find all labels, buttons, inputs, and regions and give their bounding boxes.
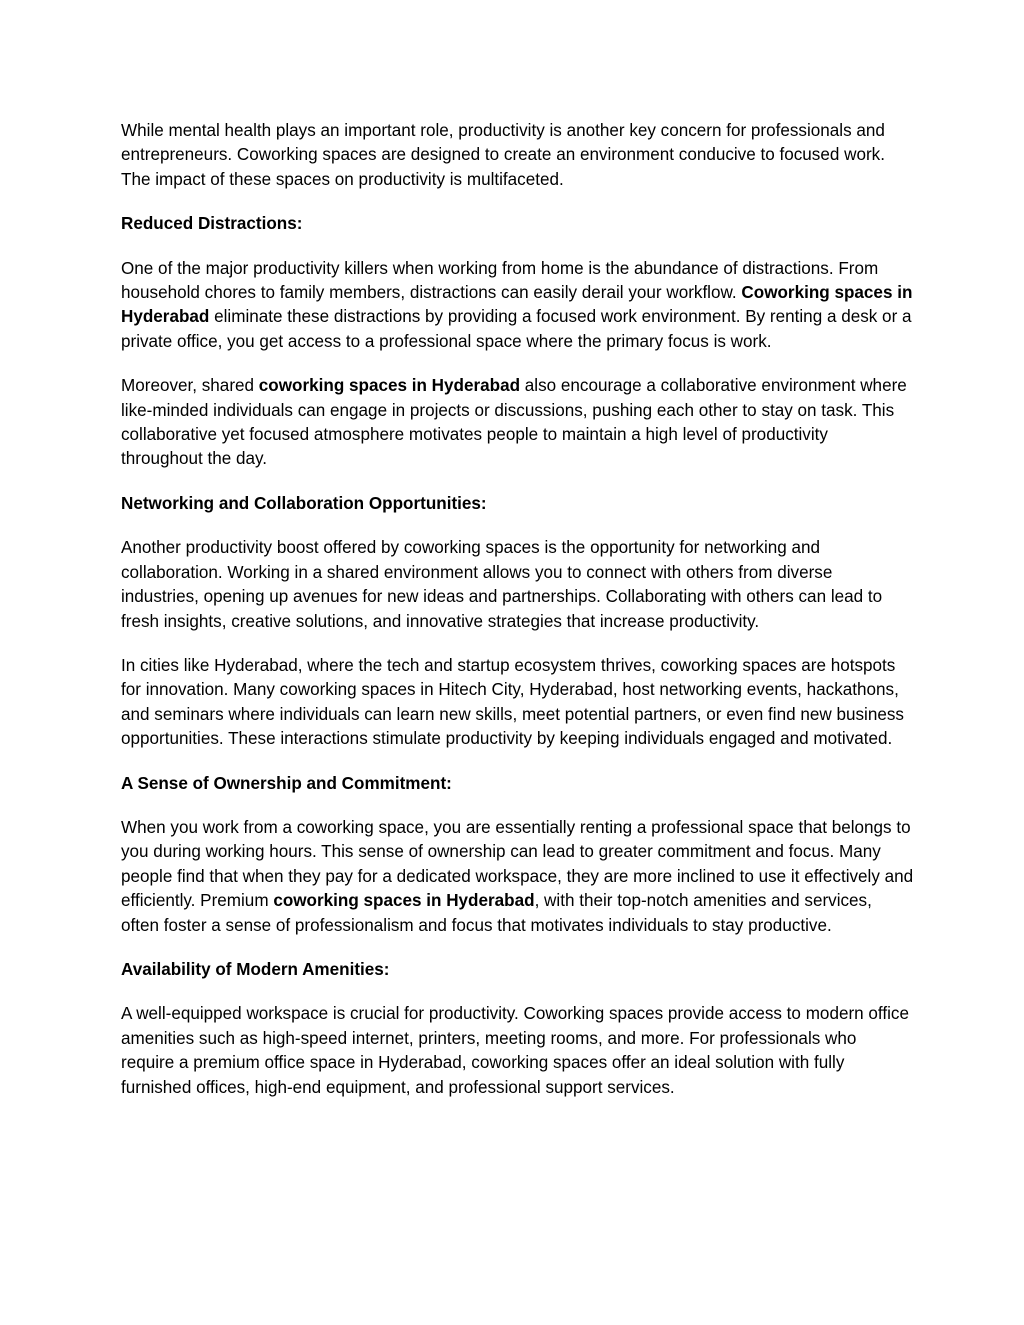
paragraph-text: One of the major productivity killers when working from home is the abundance of distractions. From household chores to family members, distractions can easily derail your workflow.	[121, 258, 879, 303]
bold-keyword: Coworking spaces in Hyderabad	[121, 283, 913, 327]
paragraph-text: A well-equipped workspace is crucial for productivity. Coworking spaces provide access to modern office amenities such as high-speed internet, printers, meeting rooms, and more. For professionals who require a premium office space in Hyderabad, coworking spaces offer an ideal solution with fully furnished offices, high-end equipment, and professional support services.	[121, 1004, 909, 1097]
section-heading-amenities: Availability of Modern Amenities:	[121, 959, 390, 979]
intro-paragraph	[121, 119, 914, 192]
shared-coworking-paragraph	[121, 374, 914, 472]
paragraph-text: Moreover, shared	[121, 376, 259, 396]
bold-keyword: coworking spaces in Hyderabad	[258, 376, 521, 396]
bold-keyword: coworking spaces in Hyderabad	[273, 891, 535, 911]
paragraph-text: also encourage a collaborative environment where like-minded individuals can engage in projects or discussions, pushing each other to stay on task. This collaborative yet focused atmosphere motivates people to maintain a high level of productivity throughout the day.	[121, 376, 907, 469]
section-heading-reduced-distractions: Reduced Distractions:	[121, 214, 303, 234]
amenities-paragraph	[121, 1002, 914, 1100]
section-heading-networking: Networking and Collaboration Opportunities:	[121, 493, 487, 513]
hyderabad-innovation-paragraph	[121, 654, 914, 752]
intro-text: While mental health plays an important role, productivity is another key concern for professionals and entrepreneurs. Coworking spaces are designed to create an environment conducive to focused work. The impact of these spaces on productivity is multifaceted.	[121, 121, 885, 189]
networking-paragraph	[121, 536, 914, 634]
reduced-distractions-paragraph	[121, 257, 914, 355]
paragraph-text: eliminate these distractions by providing a focused work environment. By renting a desk or a private office, you get access to a professional space where the primary focus is work.	[121, 307, 912, 351]
ownership-paragraph	[121, 816, 914, 938]
paragraph-text: , with their top-notch amenities and services, often foster a sense of professionalism and focus that motivates individuals to stay productive.	[121, 891, 872, 935]
paragraph-text: When you work from a coworking space, you are essentially renting a professional space that belongs to you during working hours. This sense of ownership can lead to greater commitment and focus. Many people find that when they pay for a dedicated workspace, they are more inclined to use it effectively and efficiently. Premium	[121, 817, 914, 911]
paragraph-text: Another productivity boost offered by coworking spaces is the opportunity for networking and collaboration. Working in a shared environment allows you to connect with others from diverse industries, opening up avenues for new ideas and partnerships. Collaborating with others can lead to fresh insights, creative solutions, and innovative strategies that increase productivity.	[121, 538, 883, 631]
paragraph-text: In cities like Hyderabad, where the tech and startup ecosystem thrives, coworking spaces are hotspots for innovation. Many coworking spaces in Hitech City, Hyderabad, host networking events, hackathons, and seminars where individuals can learn new skills, meet potential partners, or even find new business opportunities. These interactions stimulate productivity by keeping individuals engaged and motivated.	[121, 655, 904, 749]
section-heading-ownership: A Sense of Ownership and Commitment:	[121, 773, 452, 793]
